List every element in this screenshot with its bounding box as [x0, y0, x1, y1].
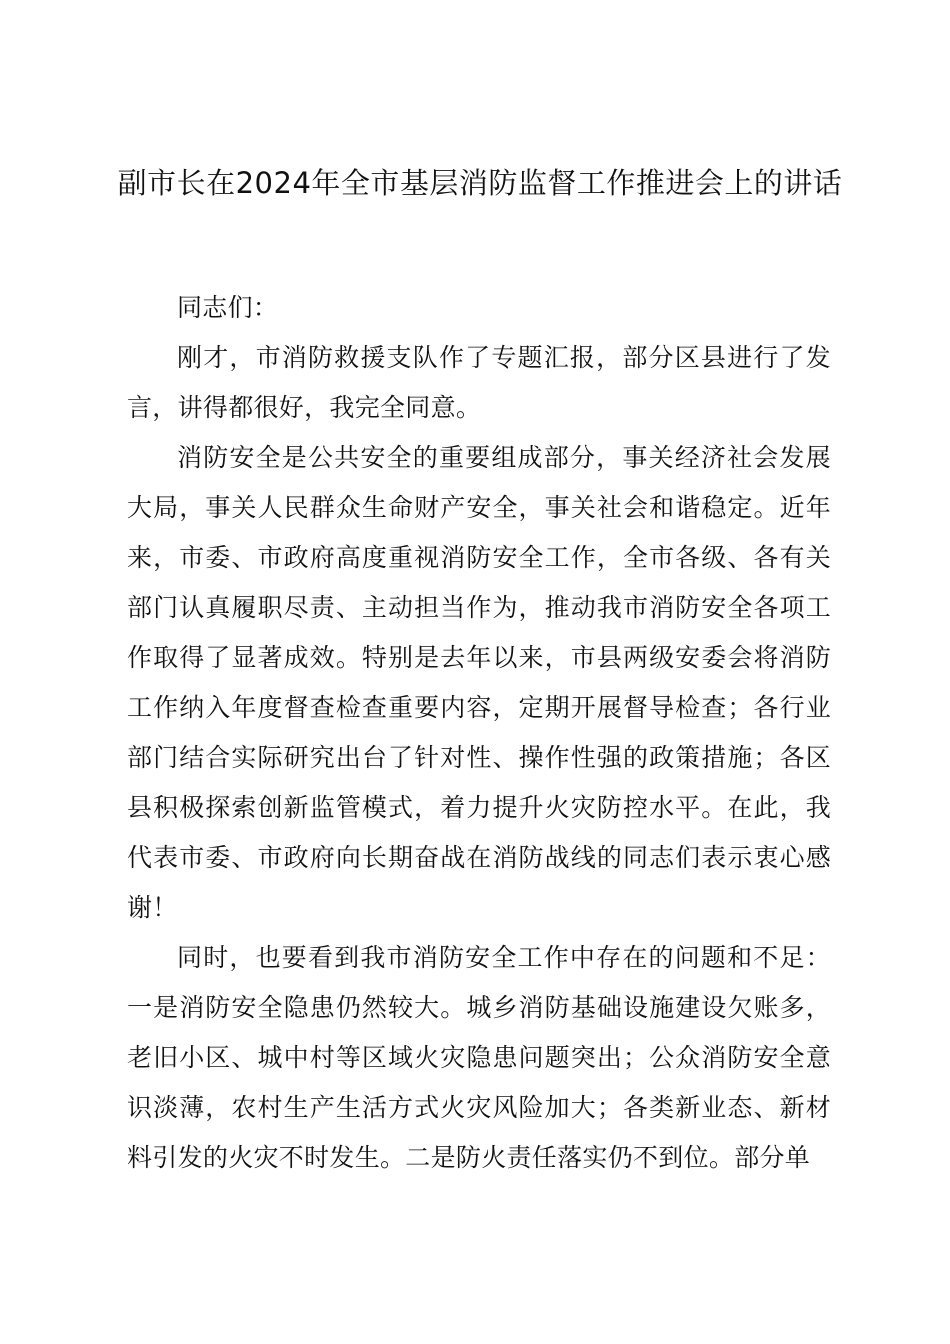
salutation: 同志们： — [177, 293, 279, 322]
document-title: 副市长在2024年全市基层消防监督工作推进会上的讲话 — [117, 166, 843, 200]
document-body — [127, 283, 831, 1183]
paragraph-2: 消防安全是公共安全的重要组成部分，事关经济社会发展大局，事关人民群众生命财产安全，事关社会和谐稳定。近年来，市委、市政府高度重视消防安全工作，全市各级、各有关部门认真履职尽责、主动担当作为，推动我市消防安全各项工作取得了显著成效。特别是去年以来，市县两级安委会将消防工作纳入年度督查检查重要内容，定期开展督导检查；各行业部门结合实际研究出台了针对性、操作性强的政策措施；各区县积极探索创新监管模式，着力提升火灾防控水平。在此，我代表市委、市政府向长期奋战在消防战线的同志们表示衷心感谢！ — [127, 443, 831, 922]
paragraph-1: 刚才，市消防救援支队作了专题汇报，部分区县进行了发言，讲得都很好，我完全同意。 — [127, 343, 831, 422]
paragraph-3: 同时，也要看到我市消防安全工作中存在的问题和不足：一是消防安全隐患仍然较大。城乡消防基础设施建设欠账多，老旧小区、城中村等区域火灾隐患问题突出；公众消防安全意识淡薄，农村生产生活方式火灾风险加大；各类新业态、新材料引发的火灾不时发生。二是防火责任落实仍不到位。部分单 — [127, 943, 831, 1172]
